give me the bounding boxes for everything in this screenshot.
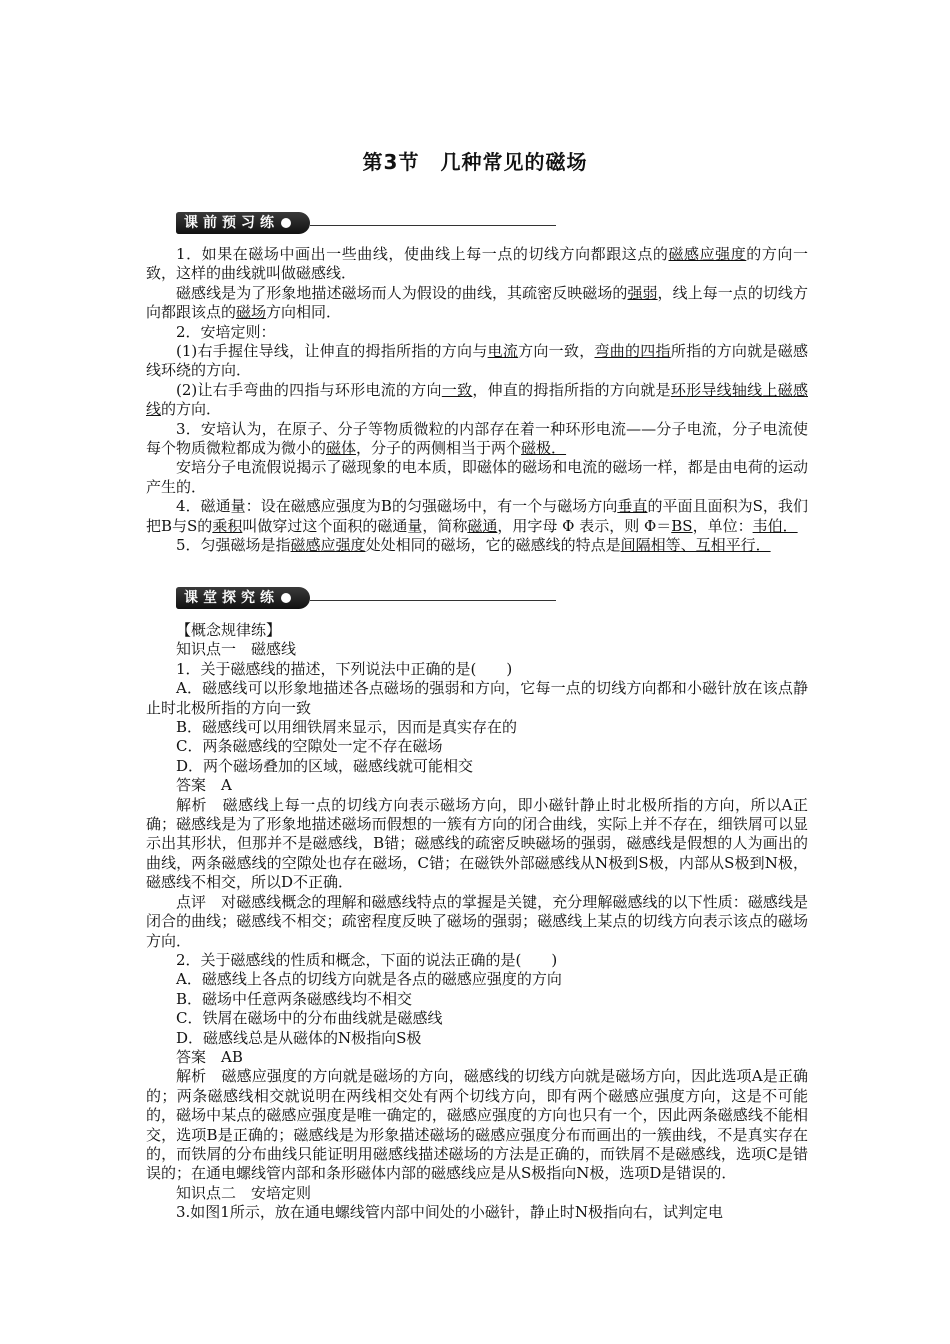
comment: 点评 对磁感线概念的理解和磁感线特点的掌握是关键，充分理解磁感线的以下性质：磁感线是闭合的曲线；磁感线不相交；疏密程度反映了磁场的强弱；磁感线上某点的切线方向表示该点的磁场方向．	[146, 892, 808, 950]
paragraph: 1．如果在磁场中画出一些曲线，使曲线上每一点的切线方向都跟这点的磁感应强度的方向一致，这样的曲线就叫做磁感线．	[146, 245, 808, 283]
page-title: 第3节 几种常见的磁场	[362, 150, 588, 174]
practice-content	[146, 621, 808, 1223]
knowledge-point: 知识点一 磁感线	[176, 640, 297, 659]
paragraph: 3．安培认为，在原子、分子等物质微粒的内部存在着一种环形电流——分子电流，分子电流使每个物质微粒都成为微小的磁体，分子的两侧相当于两个磁极．	[146, 419, 808, 458]
option: B．磁场中任意两条磁感线均不相交	[176, 989, 413, 1008]
knowledge-point: 知识点二 安培定则	[176, 1183, 312, 1202]
paragraph: 2．安培定则：	[176, 322, 276, 341]
preview-content	[146, 245, 808, 556]
heading: 【概念规律练】	[176, 621, 282, 639]
option: D．两个磁场叠加的区域，磁感线就可能相交	[176, 756, 474, 775]
paragraph: (1)右手握住导线，让伸直的拇指所指的方向与电流方向一致，弯曲的四指所指的方向就是磁感线环绕的方向．	[146, 342, 808, 380]
divider	[310, 600, 556, 601]
answer: 答案 A	[176, 776, 232, 795]
bullet-dot-icon	[281, 593, 291, 603]
bullet-dot-icon	[281, 218, 291, 228]
paragraph: 4．磁通量：设在磁感应强度为B的匀强磁场中，有一个与磁场方向垂直的平面且面积为S，我们把B与S的乘积叫做穿过这个面积的磁通量，简称磁通，用字母 Φ 表示，则 Φ＝BS，单位：韦伯．	[146, 497, 808, 535]
section-header-preview	[176, 212, 556, 234]
paragraph: 安培分子电流假说揭示了磁现象的电本质，即磁体的磁场和电流的磁场一样，都是由电荷的运动产生的．	[146, 458, 808, 496]
question: 2．关于磁感线的性质和概念，下面的说法正确的是( )	[176, 950, 558, 969]
question: 3.如图1所示，放在通电螺线管内部中间处的小磁针，静止时N极指向右，试判定电	[176, 1203, 723, 1222]
option: A．磁感线上各点的切线方向就是各点的磁感应强度的方向	[176, 970, 562, 989]
question: 1．关于磁感线的描述，下列说法中正确的是( )	[176, 659, 513, 678]
divider	[310, 225, 556, 226]
explanation: 解析 磁感线上每一点的切线方向表示磁场方向，即小磁针静止时北极所指的方向，所以A正确；磁感线是为了形象地描述磁场而假想的一簇有方向的闭合曲线，实际上并不存在，细铁屑可以显示出其形状，但那并不是磁感线，B错；磁感线的疏密反映磁场的强弱，磁感线是假想的人为画出的曲线，两条磁感线的空隙处也存在磁场，C错；在磁铁外部磁感线从N极到S极，内部从S极到N极，磁感线不相交，所以D不正确．	[146, 795, 808, 892]
option: B．磁感线可以用细铁屑来显示，因而是真实存在的	[176, 718, 518, 737]
option: C．铁屑在磁场中的分布曲线就是磁感线	[176, 1009, 443, 1028]
paragraph: (2)让右手弯曲的四指与环形电流的方向一致，伸直的拇指所指的方向就是环形导线轴线上磁感线的方向．	[146, 380, 808, 419]
section-label: 课堂探究练	[184, 590, 279, 606]
option: A．磁感线可以形象地描述各点磁场的强弱和方向，它每一点的切线方向都和小磁针放在该点静止时北极所指的方向一致	[146, 679, 808, 717]
option: C．两条磁感线的空隙处一定不存在磁场	[176, 737, 443, 756]
answer: 答案 AB	[176, 1047, 243, 1066]
paragraph: 磁感线是为了形象地描述磁场而人为假设的曲线，其疏密反映磁场的强弱，线上每一点的切线方向都跟该点的磁场方向相同．	[146, 283, 808, 322]
option: D．磁感线总是从磁体的N极指向S极	[176, 1028, 422, 1047]
explanation: 解析 磁感应强度的方向就是磁场的方向，磁感线的切线方向就是磁场方向，因此选项A是正确的；两条磁感线相交就说明在两线相交处有两个切线方向，即有两个磁感应强度方向，这是不可能的，磁场中某点的磁感应强度是唯一确定的，磁感应强度的方向也只有一个，因此两条磁感线不能相交，选项B是正确的；磁感线是为形象描述磁场的磁感应强度分布而画出的一簇曲线，不是真实存在的，而铁屑的分布曲线只能证明用磁感线描述磁场的方法是正确的，而铁屑不是磁感线，选项C是错误的；在通电螺线管内部和条形磁体内部的磁感线应是从S极指向N极，选项D是错误的．	[146, 1067, 808, 1183]
section-label: 课前预习练	[184, 215, 279, 231]
section-header-explore	[176, 587, 556, 609]
paragraph: 5．匀强磁场是指磁感应强度处处相同的磁场，它的磁感线的特点是间隔相等、互相平行．	[176, 536, 771, 555]
